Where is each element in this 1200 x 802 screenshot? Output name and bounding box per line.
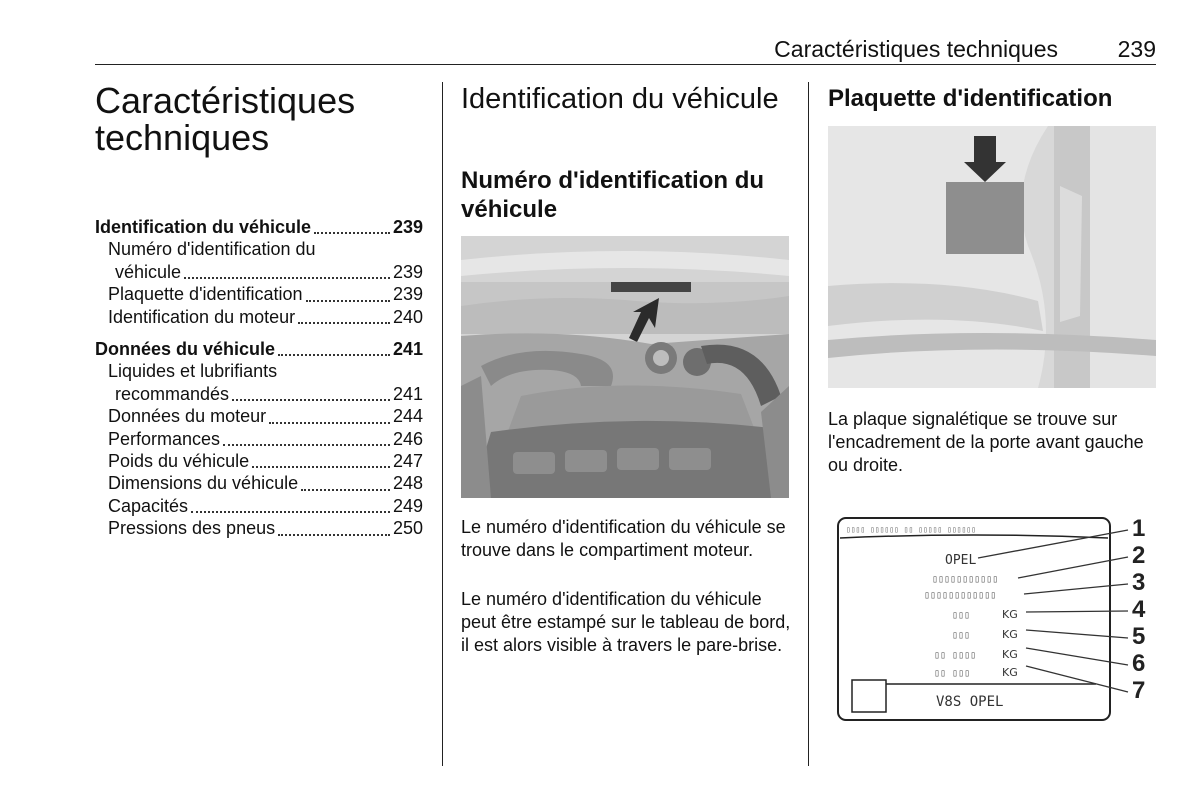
toc-entry-label: Numéro d'identification du	[108, 239, 316, 260]
toc-entry[interactable]	[95, 517, 423, 539]
toc-leader-dots	[191, 511, 390, 513]
toc-leader-dots	[252, 466, 390, 468]
engine-compartment-illustration	[461, 236, 789, 498]
toc-entry-page: 244	[392, 406, 423, 427]
plate-location-paragraph: La plaque signalétique se trouve sur l'encadrement de la porte avant gauche ou droite.	[828, 409, 1144, 475]
svg-text:▯▯ ▯▯▯▯: ▯▯ ▯▯▯▯	[934, 650, 977, 661]
vin-dashboard-paragraph: Le numéro d'identification du véhicule peut être estampé sur le tableau de bord, il est alors visible à travers le pare-brise.	[461, 589, 791, 655]
toc-leader-dots	[184, 277, 390, 279]
svg-text:▯▯▯▯▯▯▯▯▯▯▯: ▯▯▯▯▯▯▯▯▯▯▯	[932, 574, 999, 585]
toc-entry-page: 239	[392, 261, 423, 282]
toc-entry-page: 246	[392, 428, 423, 449]
toc-entry-label: recommandés	[115, 383, 230, 404]
toc-entry-label: Données du moteur	[108, 406, 267, 427]
toc-entry[interactable]	[95, 383, 423, 405]
toc-leader-dots	[306, 300, 390, 302]
toc-entry-label: Poids du véhicule	[108, 451, 250, 472]
toc-entry-label: Liquides et lubrifiants	[108, 361, 278, 382]
callout-4: 4	[1132, 596, 1146, 623]
plate-kg-2: KG	[1002, 628, 1018, 641]
toc-leader-dots	[223, 444, 390, 446]
svg-text:▯▯ ▯▯▯: ▯▯ ▯▯▯	[934, 668, 971, 679]
plate-brand-text: OPEL	[945, 553, 977, 568]
svg-text:▯▯▯▯▯▯▯▯▯▯▯▯: ▯▯▯▯▯▯▯▯▯▯▯▯	[924, 590, 997, 601]
toc-entry-page: 249	[392, 495, 423, 516]
toc-entry-page: 247	[392, 451, 423, 472]
subsection-title: Numéro d'identification du véhicule	[461, 167, 765, 223]
toc-entry-label: Identification du véhicule	[95, 217, 312, 237]
plate-kg-1: KG	[1002, 608, 1018, 621]
toc-entry-label: Plaquette d'identification	[108, 284, 303, 305]
toc-leader-dots	[314, 232, 390, 234]
vin-location-paragraph: Le numéro d'identification du véhicule se trouve dans le compartiment moteur.	[461, 517, 786, 560]
callout-5: 5	[1132, 623, 1146, 650]
toc-entry[interactable]	[95, 495, 423, 517]
toc-entry-page: 248	[392, 473, 423, 494]
toc-leader-dots	[232, 399, 390, 401]
toc-entry[interactable]	[95, 283, 423, 305]
toc-entry[interactable]	[95, 450, 423, 472]
toc-entry-label: véhicule	[115, 261, 182, 282]
toc-entry[interactable]	[95, 261, 423, 283]
svg-text:▯▯▯▯ ▯▯▯▯▯▯ ▯▯ ▯▯▯▯▯: ▯▯▯▯ ▯▯▯▯▯▯ ▯▯ ▯▯▯▯▯ ▯▯▯▯▯▯	[846, 525, 977, 534]
toc-leader-dots	[298, 322, 390, 324]
toc-entry-label: Données du véhicule	[95, 339, 276, 360]
plate-section-title: Plaquette d'identification	[828, 85, 1113, 112]
toc-entry[interactable]	[95, 472, 423, 494]
toc-entry-page: 240	[392, 306, 423, 327]
toc-leader-dots	[278, 354, 390, 356]
door-frame-plate-illustration	[828, 126, 1156, 388]
chapter-title: Caractéristiques techniques	[95, 80, 356, 158]
callout-1: 1	[1132, 515, 1146, 542]
toc-entry[interactable]	[95, 360, 423, 382]
callout-7: 7	[1132, 677, 1146, 704]
column-divider-right	[808, 82, 809, 766]
toc-leader-dots	[278, 534, 390, 536]
toc-entry-page: 239	[392, 284, 423, 305]
running-header-title: Caractéristiques techniques	[774, 36, 1058, 62]
toc-entry-page: 241	[392, 383, 423, 404]
toc-entry-label: Capacités	[108, 495, 189, 516]
toc-entry[interactable]	[95, 338, 423, 360]
plate-kg-4: KG	[1002, 666, 1018, 679]
toc-leader-dots	[301, 489, 390, 491]
callout-6: 6	[1132, 650, 1146, 677]
toc-entry-page: 239	[392, 217, 423, 237]
toc-entry[interactable]	[95, 428, 423, 450]
toc-entry-label: Dimensions du véhicule	[108, 473, 299, 494]
plate-model-code: V8S OPEL	[936, 694, 1004, 710]
callout-3: 3	[1132, 569, 1146, 596]
svg-text:▯▯▯: ▯▯▯	[952, 610, 971, 621]
toc-entry[interactable]	[95, 306, 423, 328]
table-of-contents	[95, 216, 423, 540]
header-rule	[95, 64, 1156, 65]
section-title: Identification du véhicule	[461, 83, 779, 115]
toc-entry-page: 250	[392, 518, 423, 539]
toc-entry-label: Identification du moteur	[108, 306, 296, 327]
toc-leader-dots	[269, 422, 390, 424]
identification-plate-diagram	[828, 500, 1156, 750]
toc-entry-page: 241	[392, 339, 423, 360]
toc-entry[interactable]	[95, 405, 423, 427]
toc-entry[interactable]	[95, 238, 423, 260]
toc-entry[interactable]	[95, 216, 423, 238]
page-number: 239	[1117, 36, 1156, 62]
toc-entry-label: Pressions des pneus	[108, 518, 276, 539]
callout-2: 2	[1132, 542, 1146, 569]
toc-entry-label: Performances	[108, 428, 221, 449]
column-divider-left	[442, 82, 443, 766]
svg-text:▯▯▯: ▯▯▯	[952, 630, 971, 641]
plate-kg-3: KG	[1002, 648, 1018, 661]
